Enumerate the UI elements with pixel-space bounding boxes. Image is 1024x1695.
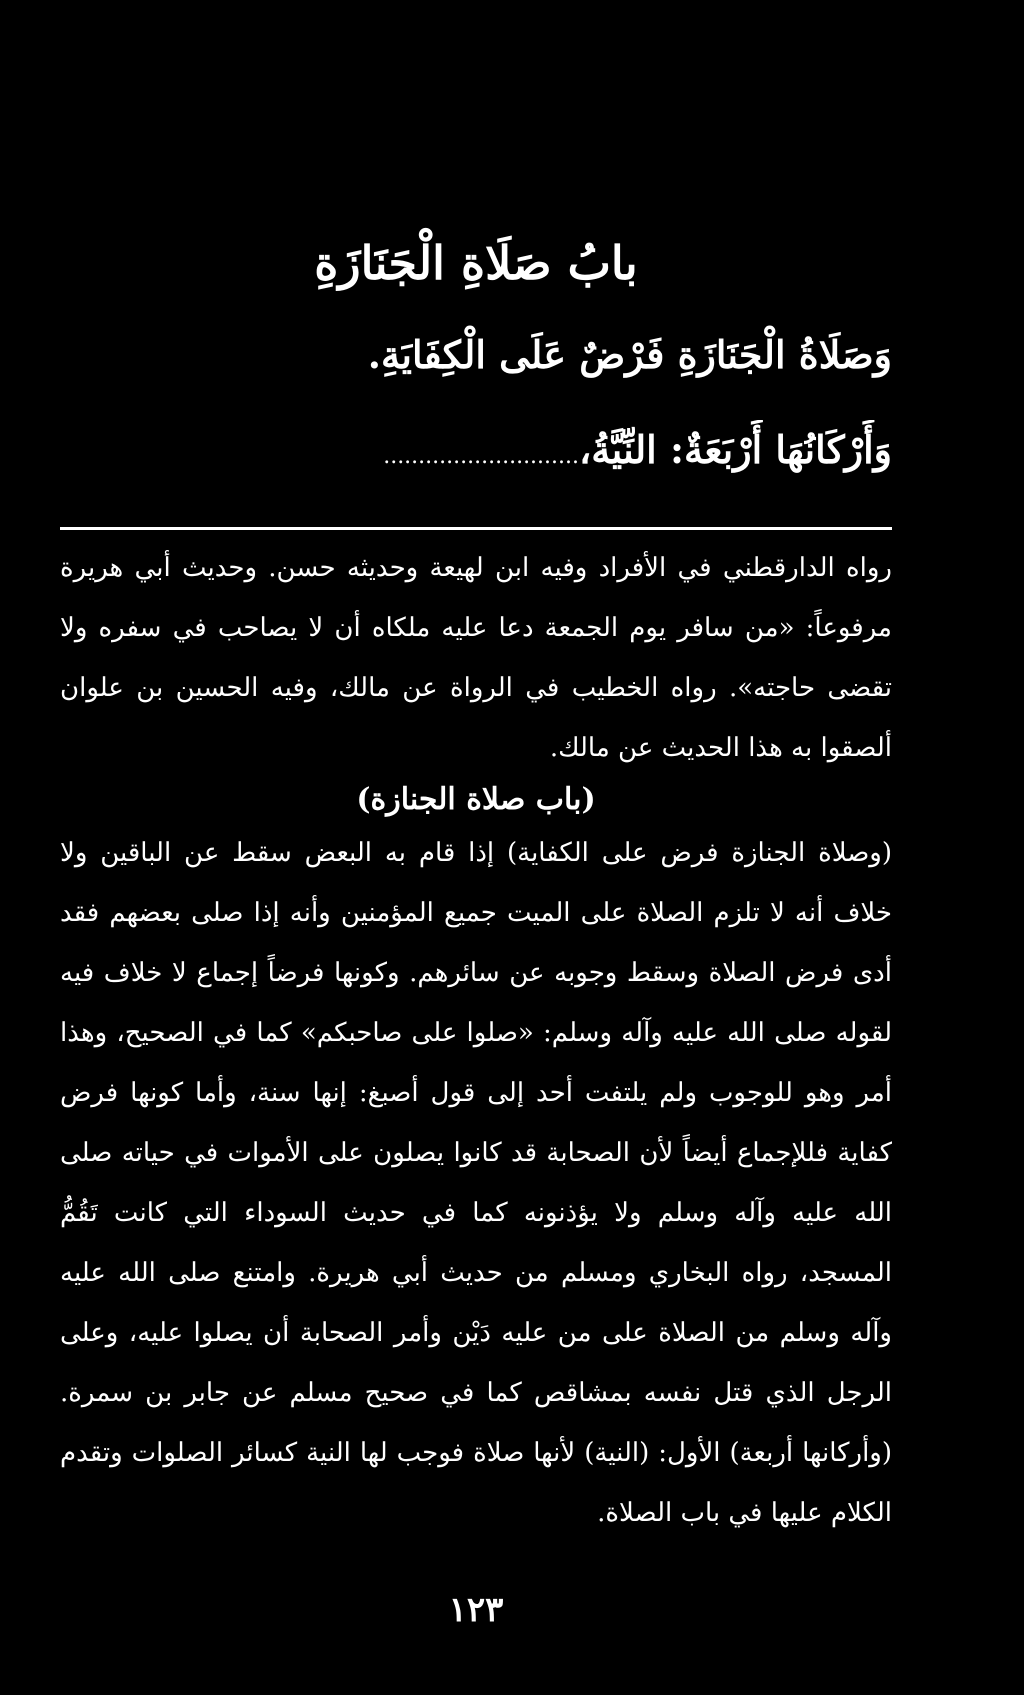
matn-dots: ............................ [383, 444, 580, 469]
footnote-text: رواه الدارقطني في الأفراد وفيه ابن لهيعة وحديثه حسن. وحديث أبي هريرة مرفوعاً: «من سافر يوم الجمعة دعا عليه ملكاه أن لا يصاحب في سفره ولا تقضى حاجته». رواه الخطيب في الرواة عن مالك، وفيه الحسين بن علوان ألصقوا به هذا الحديث عن مالك. [60, 553, 892, 763]
matn-line-2 [60, 420, 892, 487]
matn-line-2-text: وَأَرْكَانُهَا أَرْبَعَةٌ: النِّيَّةُ، [579, 427, 892, 472]
section-heading: (باب صلاة الجنازة) [356, 782, 596, 817]
book-page [60, 0, 892, 1695]
footnote-divider [60, 527, 892, 530]
matn-line-1: وَصَلَاةُ الْجَنَازَةِ فَرْضٌ عَلَى الْكِفَايَةِ. [367, 332, 892, 377]
commentary-text: (وصلاة الجنازة فرض على الكفاية) إذا قام به البعض سقط عن الباقين ولا خلاف أنه لا تلزم الصلاة على الميت جميع المؤمنين وأنه إذا صلى بعضهم فقد أدى فرض الصلاة وسقط وجوبه عن سائرهم. وكونها فرضاً إجماع لا خلاف فيه لقوله صلى الله عليه وآله وسلم: «صلوا على صاحبكم» كما في الصحيح، وهذا أمر وهو للوجوب ولم يلتفت أحد إلى قول أصبغ: إنها سنة، وأما كونها فرض كفاية فللإجماع أيضاً لأن الصحابة قد كانوا يصلون على الأموات في حياته صلى الله عليه وآله وسلم ولا يؤذنونه كما في حديث السوداء التي كانت تَقُمُّ المسجد، رواه البخاري ومسلم من حديث أبي هريرة. وامتنع صلى الله عليه وآله وسلم من الصلاة على من عليه دَيْن وأمر الصحابة أن يصلوا عليه، وعلى الرجل الذي قتل نفسه بمشاقص كما في صحيح مسلم عن جابر بن سمرة. (وأركانها أربعة) الأول: (النية) لأنها صلاة فوجب لها النية كسائر الصلوات وتقدم الكلام عليها في باب الصلاة. [60, 838, 892, 1528]
page-number: ١٢٣ [448, 1590, 504, 1630]
chapter-title: بابُ صَلَاةِ الْجَنَازَةِ [314, 236, 638, 290]
